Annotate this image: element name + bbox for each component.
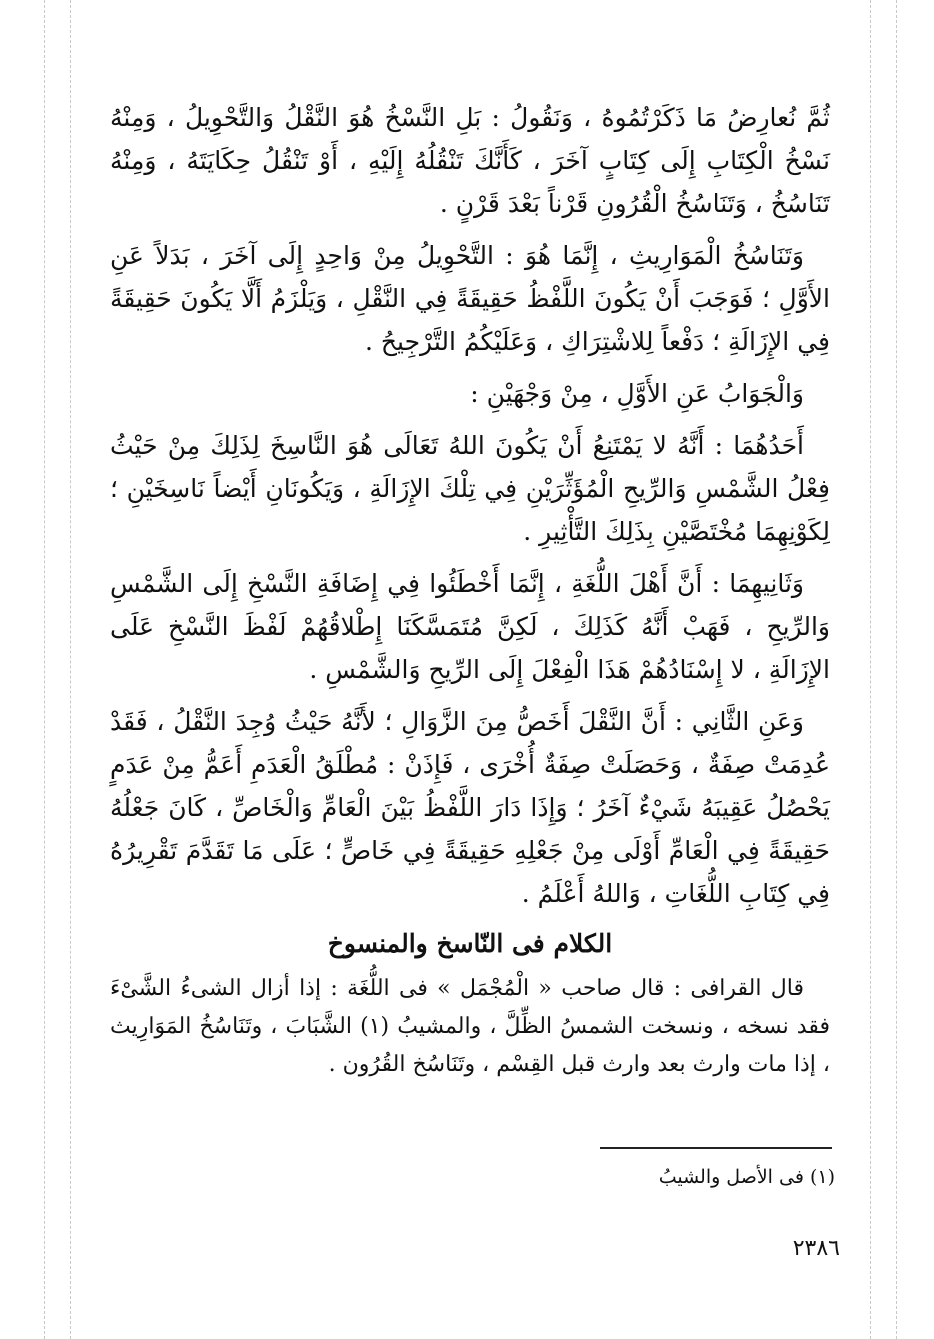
scan-margin-line bbox=[70, 0, 71, 1339]
page-number: ٢٣٨٦ bbox=[792, 1236, 840, 1261]
scan-margin-line bbox=[44, 0, 45, 1339]
paragraph-second-answer: وَثَانِيهِمَا : أَنَّ أَهْلَ اللُّغَةِ ، إِنَّمَا أَخْطَئُوا فِي إِضَافَةِ النَّسْخِ إِلَى الشَّمْسِ وَالرِّيحِ ، فَهَبْ أَنَّهُ كَذَلِكَ ، لَكِنَّ مُتَمَسَّكَنَا إِطْلاقُهُمْ لَفْظَ النَّسْخِ عَلَى الإِزَالَةِ ، لا إِسْنَادُهُمْ هَذَا الْفِعْلَ إِلَى الرِّيحِ وَالشَّمْسِ . bbox=[110, 569, 830, 684]
paragraph-qarafi: قال القرافى : قال صاحب « الْمُجْمَل » فى اللُّغَة : إذا أزال الشىءُ الشَّىْءَ فقد نسخه ، ونسخت الشمسُ الظِّلَّ ، والمشيبُ (١) الشَّبَابَ ، وتَنَاسُخُ المَوَارِيث ، إذا مات وارث بعد وارث قبل القِسْم ، وتَنَاسُخ القُرُون . bbox=[110, 976, 830, 1077]
footnote-divider bbox=[600, 1147, 832, 1149]
paragraph-objection: ثُمَّ نُعارِضُ مَا ذَكَرْتُمُوهُ ، وَنَقُولُ : بَلِ النَّسْخُ هُوَ النَّقْلُ وَالتَّحْوِيلُ ، وَمِنْهُ نَسْخُ الْكِتَابِ إِلَى كِتَابٍ آخَرَ ، كَأَنَّكَ تَنْقُلُهُ إِلَيْهِ ، أَوْ تَنْقُلُ حِكَايَتَهُ ، وَمِنْهُ تَنَاسُخُ ، وَتَنَاسُخُ الْقُرُونِ قَرْناً بَعْدَ قَرْنٍ . bbox=[110, 103, 830, 218]
paragraph-first-answer: أَحَدُهُمَا : أَنَّهُ لا يَمْتَنِعُ أَنْ يَكُونَ اللهُ تَعَالَى هُوَ النَّاسِخَ لِذَلِكَ مِنْ حَيْثُ فِعْلُ الشَّمْسِ وَالرِّيحِ الْمُؤَثِّرَيْنِ فِي تِلْكَ الإِزَالَةِ ، وَيَكُونَانِ أَيْضاً نَاسِخَيْنِ ؛ لِكَوْنِهِمَا مُخْتَصَّيْنِ بِذَلِكَ التَّأْثِيرِ . bbox=[110, 431, 830, 546]
scan-margin-line bbox=[896, 0, 897, 1339]
paragraph-inheritance: وَتَنَاسُخُ الْمَوَارِيثِ ، إِنَّمَا هُوَ : التَّحْوِيلُ مِنْ وَاحِدٍ إِلَى آخَرَ ، بَدَلاً عَنِ الأَوَّلِ ؛ فَوَجَبَ أَنْ يَكُونَ اللَّفْظُ حَقِيقَةً فِي النَّقْلِ ، وَيَلْزَمُ أَلَّا يَكُونَ حَقِيقَةً فِي الإِزَالَةِ ؛ دَفْعاً لِلاشْتِرَاكِ ، وَعَلَيْكُمُ التَّرْجِيحُ . bbox=[110, 241, 830, 356]
main-text bbox=[110, 96, 830, 1093]
paragraph-reply-second: وَعَنِ الثَّانِي : أَنَّ النَّقْلَ أَخَصُّ مِنَ الزَّوَالِ ؛ لأَنَّهُ حَيْثُ وُجِدَ النَّقْلُ ، فَقَدْ عُدِمَتْ صِفَةٌ ، وَحَصَلَتْ صِفَةٌ أُخْرَى ، فَإِذَنْ : مُطْلَقُ الْعَدَمِ أَعَمُّ مِنْ عَدَمٍ يَحْصُلُ عَقِيبَهُ شَيْءٌ آخَرُ ؛ وَإِذَا دَارَ اللَّفْظُ بَيْنَ الْعَامِّ وَالْخَاصِّ ، كَانَ جَعْلُهُ حَقِيقَةً فِي الْعَامِّ أَوْلَى مِنْ جَعْلِهِ حَقِيقَةً فِي خَاصٍّ ؛ عَلَى مَا تَقَدَّمَ تَقْرِيرُهُ فِي كِتَابِ اللُّغَاتِ ، وَاللهُ أَعْلَمُ . bbox=[110, 707, 830, 908]
section-heading: الكلام فى النّاسخ والمنسوخ bbox=[327, 929, 613, 958]
footnote: (١) فى الأصل والشيبُ bbox=[658, 1166, 835, 1188]
scan-margin-line bbox=[870, 0, 871, 1339]
paragraph-answer-intro: وَالْجَوَابُ عَنِ الأَوَّلِ ، مِنْ وَجْهَيْنِ : bbox=[470, 379, 804, 408]
